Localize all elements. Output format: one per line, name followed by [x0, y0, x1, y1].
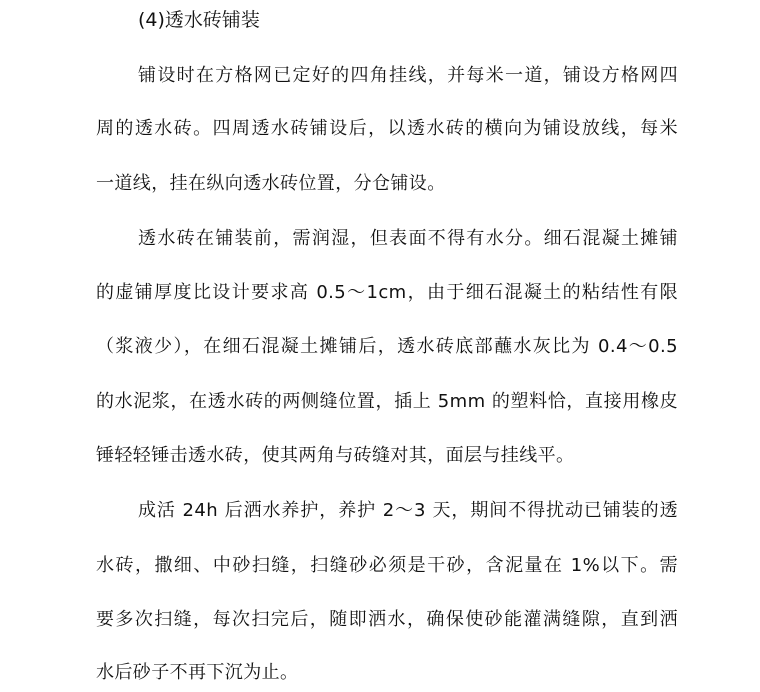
- paragraph-3-line-2: 水砖，撒细、中砂扫缝，扫缝砂必须是干砂，含泥量在 1%以下。需: [96, 555, 678, 576]
- paragraph-2-line-5: 锤轻轻锤击透水砖，使其两角与砖缝对其，面层与挂线平。: [96, 445, 575, 466]
- paragraph-2-line-4: 的水泥浆，在透水砖的两侧缝位置，插上 5mm 的塑料恰，直接用橡皮: [96, 391, 678, 412]
- paragraph-2-line-3: （浆液少），在细石混凝土摊铺后，透水砖底部蘸水灰比为 0.4～0.5: [96, 336, 678, 357]
- paragraph-3-line-4: 水后砂子不再下沉为止。: [96, 662, 299, 683]
- paragraph-3-line-3: 要多次扫缝，每次扫完后，随即洒水，确保使砂能灌满缝隙，直到洒: [96, 609, 678, 630]
- paragraph-2-line-1: 透水砖在铺装前，需润湿，但表面不得有水分。细石混凝土摊铺: [138, 228, 678, 249]
- paragraph-2-line-2: 的虚铺厚度比设计要求高 0.5～1cm，由于细石混凝土的粘结性有限: [96, 282, 678, 303]
- paragraph-1-line-1: 铺设时在方格网已定好的四角挂线，并每米一道，铺设方格网四: [138, 65, 678, 86]
- paragraph-3-line-1: 成活 24h 后洒水养护，养护 2～3 天，期间不得扰动已铺装的透: [138, 500, 678, 521]
- paragraph-1-line-3: 一道线，挂在纵向透水砖位置，分仓铺设。: [96, 173, 446, 194]
- section-heading: (4)透水砖铺装: [138, 9, 260, 31]
- paragraph-1-line-2: 周的透水砖。四周透水砖铺设后，以透水砖的横向为铺设放线，每米: [96, 118, 678, 139]
